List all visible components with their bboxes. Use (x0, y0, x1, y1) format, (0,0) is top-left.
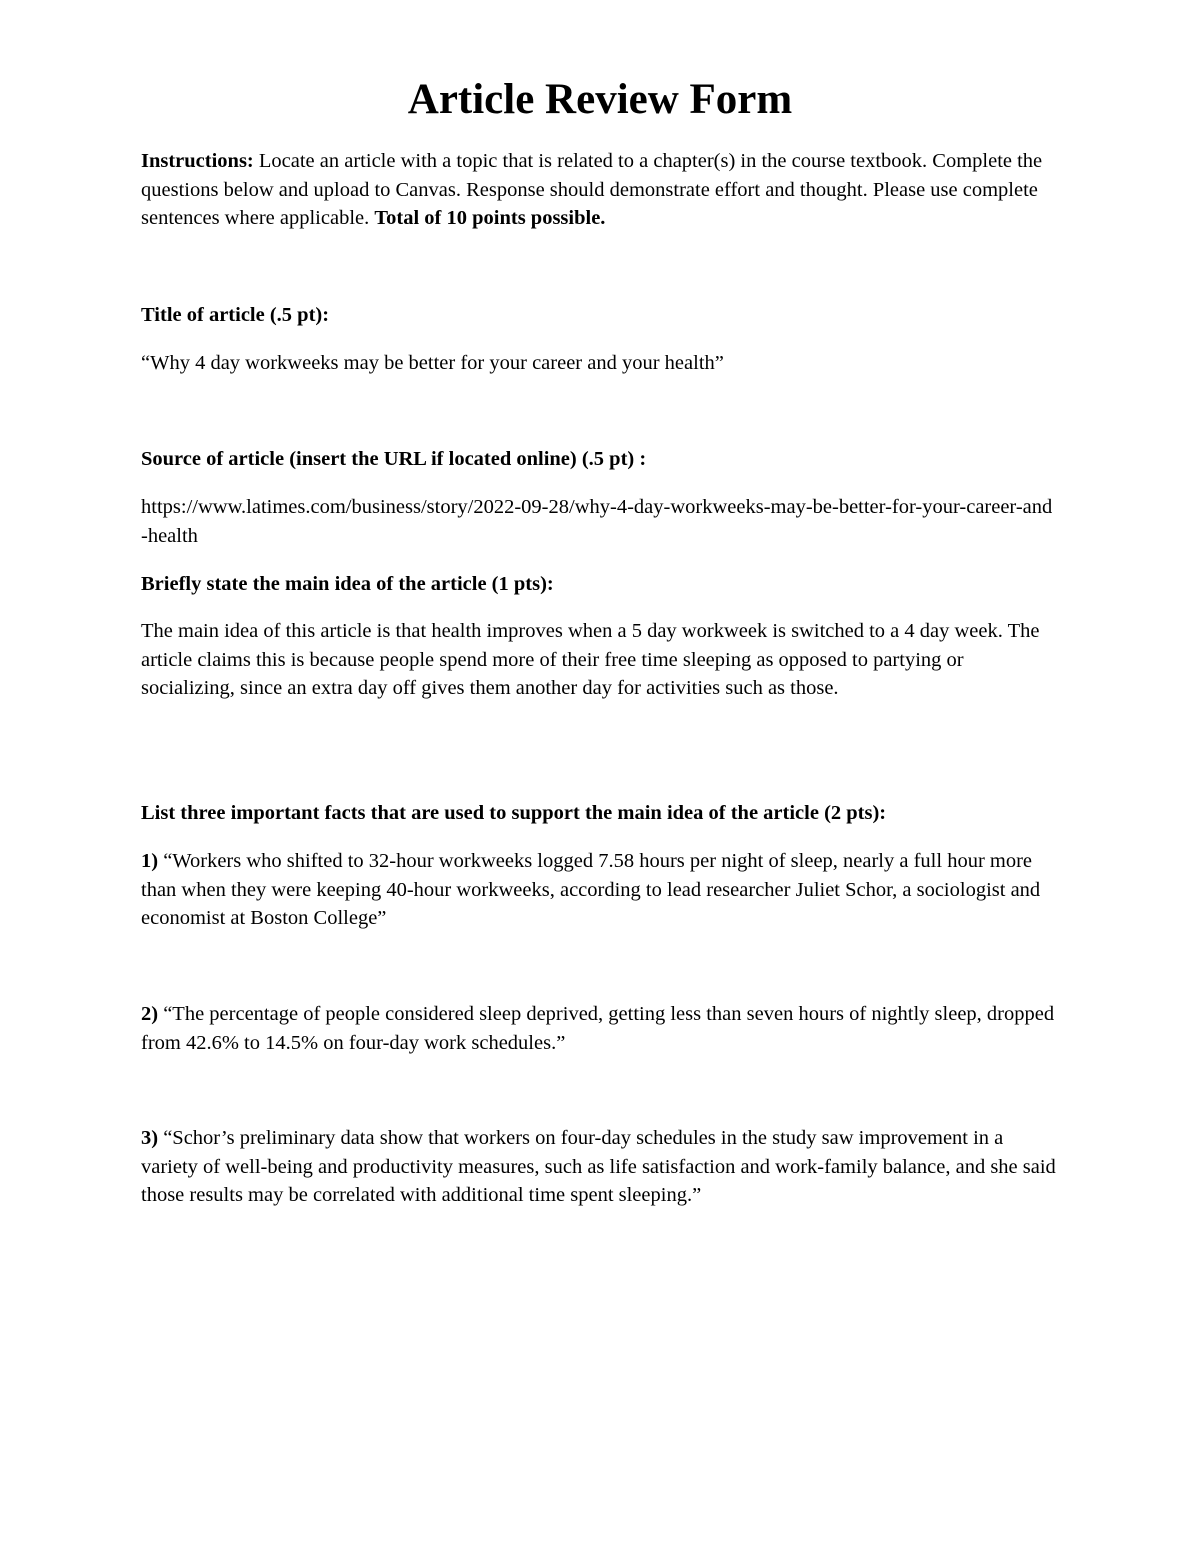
source-url-answer: https://www.latimes.com/business/story/2022-09-28/why-4-day-workweeks-may-be-better-for-your-career-and-health (141, 496, 1053, 547)
source-heading: Source of article (insert the URL if located online) (.5 pt) : (141, 448, 647, 470)
fact-text: “The percentage of people considered sleep deprived, getting less than seven hours of nightly sleep, dropped from 42.6% to 14.5% on four-day work schedules.” (141, 1003, 1055, 1054)
main-idea-heading: Briefly state the main idea of the article (1 pts): (141, 573, 554, 595)
title-of-article-heading: Title of article (.5 pt): (141, 304, 330, 326)
document-title: Article Review Form (407, 76, 793, 123)
instructions-label: Instructions: (141, 150, 254, 172)
fact-text: “Schor’s preliminary data show that workers on four-day schedules in the study saw improvement in a variety of well-being and productivity measures, such as life satisfaction and work-family balance, and she said those results may be correlated with additional time spent sleeping.” (141, 1127, 1056, 1207)
total-points-text: Total of 10 points possible. (374, 207, 606, 230)
fact-item-3 (141, 1124, 1056, 1210)
fact-text: “Workers who shifted to 32-hour workweeks logged 7.58 hours per night of sleep, nearly a full hour more than when they were keeping 40-hour workweeks, according to lead researcher Juliet Schor, a sociologist and economist at Boston College” (141, 850, 1041, 930)
fact-number: 1) (141, 850, 159, 872)
fact-number: 2) (141, 1003, 159, 1025)
fact-item-2 (141, 1000, 1056, 1057)
facts-heading: List three important facts that are used to support the main idea of the article (2 pts): (141, 802, 887, 824)
instructions-text: Locate an article with a topic that is related to a chapter(s) in the course textbook. Complete the questions below and upload to Canvas. Response should demonstrate effort and thought. Please use complete sentences where applicable. (141, 150, 1043, 230)
instructions-paragraph (141, 147, 1056, 233)
title-of-article-answer: “Why 4 day workweeks may be better for your career and your health” (141, 352, 724, 374)
fact-number: 3) (141, 1127, 159, 1149)
main-idea-answer: The main idea of this article is that health improves when a 5 day workweek is switched to a 4 day week. The article claims this is because people spend more of their free time sleeping as opposed to partying or socializing, since an extra day off gives them another day for activities such as those. (141, 620, 1040, 700)
fact-item-1 (141, 847, 1056, 933)
